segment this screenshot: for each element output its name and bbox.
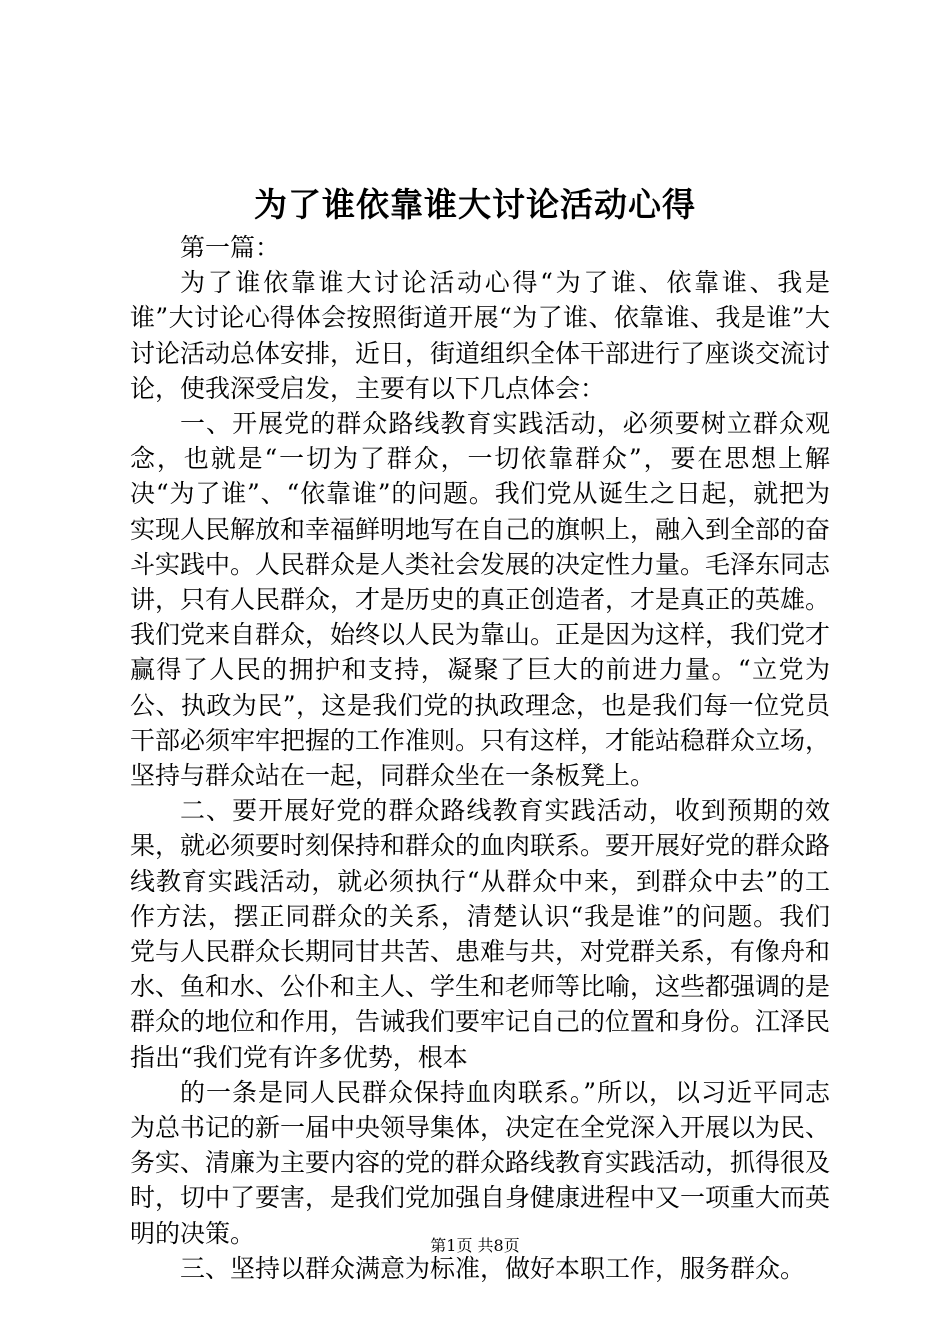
page-footer: 第1页 共8页: [430, 1236, 520, 1255]
section-heading: 第一篇：: [180, 233, 281, 262]
document-title: 为了谁依靠谁大讨论活动心得: [254, 185, 696, 224]
paragraph-point-three: 三、坚持以群众满意为标准，做好本职工作，服务群众。: [180, 1253, 806, 1283]
paragraph-point-one: 一、开展党的群众路线教育实践活动，必须要树立群众观念，也就是“一切为了群众，一切依靠群众”，要在思想上解决“为了谁”、“依靠谁”的问题。我们党从诞生之日起，就把为实现人民解放和幸福鲜明地写在自己的旗帜上，融入到全部的奋斗实践中。人民群众是人类社会发展的决定性力量。毛泽东同志讲，只有人民群众，才是历史的真正创造者，才是真正的英雄。我们党来自群众，始终以人民为靠山。正是因为这样，我们党才赢得了人民的拥护和支持，凝聚了巨大的前进力量。“立党为公、执政为民”，这是我们党的执政理念，也是我们每一位党员干部必须牢牢把握的工作准则。只有这样，才能站稳群众立场，坚持与群众站在一起，同群众坐在一条板凳上。: [130, 409, 831, 791]
paragraph-point-two: 二、要开展好党的群众路线教育实践活动，收到预期的效果，就必须要时刻保持和群众的血肉联系。要开展好党的群众路线教育实践活动，就必须执行“从群众中来，到群众中去”的工作方法，摆正同群众的关系，清楚认识“我是谁”的问题。我们党与人民群众长期同甘共苦、患难与共，对党群关系，有像舟和水、鱼和水、公仆和主人、学生和老师等比喻，这些都强调的是群众的地位和作用，告诫我们要牢记自己的位置和身份。江泽民指出“我们党有许多优势，根本: [130, 796, 831, 1072]
paragraph-intro: 为了谁依靠谁大讨论活动心得“为了谁、依靠谁、我是谁”大讨论心得体会按照街道开展“为了谁、依靠谁、我是谁”大讨论活动总体安排，近日，街道组织全体干部进行了座谈交流讨论，使我深受启发，主要有以下几点体会：: [130, 268, 831, 403]
document-body: [130, 230, 830, 1286]
paragraph-point-two-continued: 的一条是同人民群众保持血肉联系。”所以，以习近平同志为总书记的新一届中央领导集体，决定在全党深入开展以为民、务实、清廉为主要内容的党的群众路线教育实践活动，抓得很及时，切中了要害，是我们党加强自身健康进程中又一项重大而英明的决策。: [130, 1077, 831, 1248]
